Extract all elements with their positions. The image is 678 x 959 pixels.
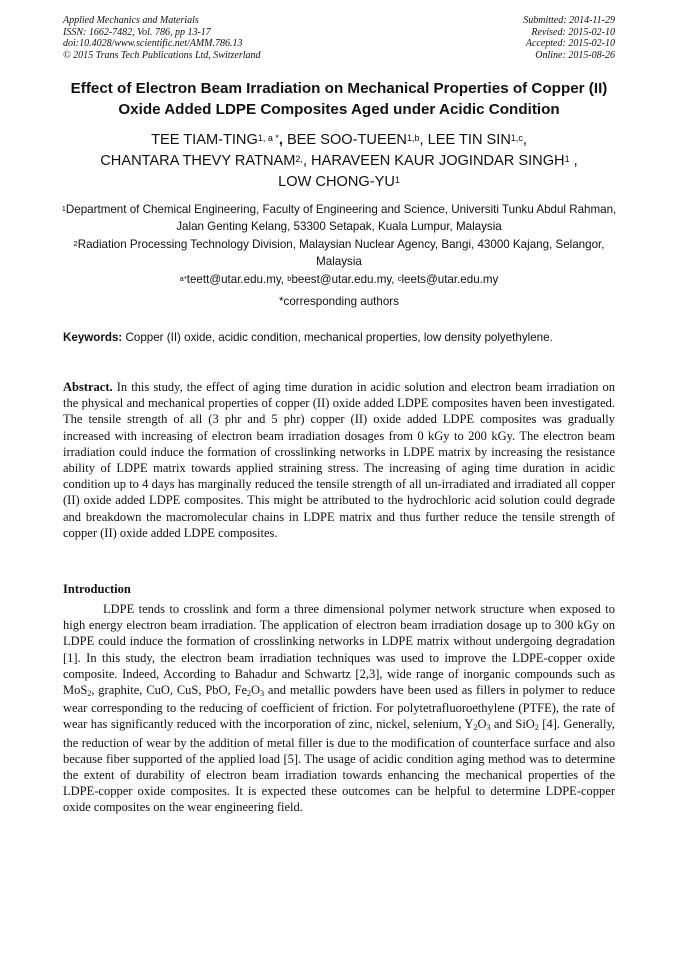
journal-issn: ISSN: 1662-7482, Vol. 786, pp 13-17 xyxy=(63,26,211,38)
author-list xyxy=(40,130,638,193)
author-name: LOW CHONG-YU xyxy=(278,174,395,190)
affiliation-marker: 2 xyxy=(73,239,78,248)
intro-text: and metallic powders have been used as fillers in polymer to reduce wear corresponding to the reducing of coefficient of friction. For polytetrafluoroethylene (PTFE), the rate of wear has significantly reduced with the incorporation of zinc, nickel, selenium, Y xyxy=(63,683,616,732)
author-affil: 1,b xyxy=(406,133,420,143)
author-sep: , xyxy=(278,132,287,148)
keywords xyxy=(63,330,615,346)
email-marker: a* xyxy=(179,274,187,283)
intro-text: , graphite, CuO, CuS, PbO, Fe xyxy=(91,683,248,698)
intro-text: and SiO xyxy=(490,717,535,732)
affiliation-2 xyxy=(55,236,623,270)
author-sep: , xyxy=(522,132,527,148)
journal-name: Applied Mechanics and Materials xyxy=(63,15,199,26)
intro-text: LDPE tends to crosslink and form a three dimensional polymer network structure when exposed to high energy electron beam irradiation. The application of electron beam irradiation dosage up to 300 kGy on LDPE could induce the formation of crosslinking networks in LDPE matrix without undergoing degradation [1]. In this study, the electron beam irradiation techniques was used to improve the LDPE-copper oxide composite. Indeed, According to Bahadur and Schwartz [2,3], wide range of inorganic compounds such as MoS xyxy=(63,602,615,698)
affiliation-text: Department of Chemical Engineering, Faculty of Engineering and Science, Universiti Tunku Abdul Rahman, Jalan Genting Kelang, 53300 Setapak, Kuala Lumpur, Malaysia xyxy=(65,203,617,233)
intro-subscript: 3 xyxy=(260,689,265,699)
author-name: LEE TIN SIN xyxy=(427,132,511,148)
affiliation-marker: 1 xyxy=(61,204,66,213)
email-address[interactable]: teett@utar.edu.my, xyxy=(186,273,288,286)
author-name: TEE TIAM-TING xyxy=(151,132,258,148)
email-marker: b xyxy=(287,274,292,283)
intro-subscript: 3 xyxy=(486,723,491,733)
intro-text: O xyxy=(477,717,487,732)
author-name: HARAVEEN KAUR JOGINDAR SINGH xyxy=(311,153,565,169)
affiliation-text: Radiation Processing Technology Division, Malaysian Nuclear Agency, Bangi, 43000 Kajang, Selangor, Malaysia xyxy=(77,238,605,268)
intro-subscript: 2 xyxy=(247,689,252,699)
introduction-heading: Introduction xyxy=(63,582,131,596)
journal-doi: doi:10.4028/www.scientific.net/AMM.786.13 xyxy=(63,38,243,49)
abstract-text: In this study, the effect of aging time duration in acidic solution and electron beam irradiation on the physical and mechanical properties of copper (II) oxide added LDPE composites haven been investigated. The tensile strength of all (3 phr and 5 phr) copper (II) oxide added LDPE composites was gradually increased with increasing of electron beam irradiation dosages from 0 kGy to 200 kGy. The electron beam irradiation could induce the formation of crosslinking networks in LDPE matrix by increasing the resistance ability of LDPE matrix towards applied straining stress. The increasing of aging time duration in acidic condition up to 4 days has marginally reduced the tensile strength of all un-irradiated and irradiated all copper (II) oxide added LDPE composites. This might be attributed to the hydrochloric acid solution could degrade and breakdown the macromolecular chains in LDPE matrix and thus further reduce the tensile strength of copper (II) oxide added LDPE composites. xyxy=(63,380,615,540)
author-affil: 1 xyxy=(564,154,570,164)
author-sep: , xyxy=(419,132,428,148)
author-name: CHANTARA THEVY RATNAM xyxy=(100,153,296,169)
intro-subscript: 2 xyxy=(534,723,539,733)
intro-subscript: 2 xyxy=(87,689,92,699)
journal-header xyxy=(63,15,261,61)
paper-title: Effect of Electron Beam Irradiation on Mechanical Properties of Copper (II) Oxide Added LDPE Composites Aged under Acidic Condition xyxy=(70,80,608,118)
author-affil: 2, xyxy=(295,154,303,164)
author-affil: 1,c xyxy=(510,133,523,143)
date-online: Online: 2015-08-26 xyxy=(535,49,615,61)
date-accepted: Accepted: 2015-02-10 xyxy=(525,38,615,49)
corresponding-note: *corresponding authors xyxy=(279,295,399,308)
intro-text: O xyxy=(251,683,261,698)
keywords-text: Copper (II) oxide, acidic condition, mechanical properties, low density polyethylene. xyxy=(122,331,553,344)
email-marker: c xyxy=(397,274,402,283)
journal-copyright: © 2015 Trans Tech Publications Ltd, Switzerland xyxy=(63,49,261,61)
keywords-label: Keywords: xyxy=(63,331,123,344)
email-address[interactable]: beest@utar.edu.my, xyxy=(291,273,398,286)
intro-subscript: 2 xyxy=(473,723,478,733)
author-sep: , xyxy=(302,153,312,169)
author-sep: , xyxy=(569,153,578,169)
introduction-paragraph xyxy=(63,601,615,816)
intro-text: [4]. Generally, the reduction of wear by the addition of metal filler is due to the modification of counterface surface and also because fiber supported of the applied load [5]. The usage of acidic condition aging method was to determine the extent of durability of electron beam irradiation towards enhancing the mechanical properties of the LDPE-copper oxide composites. It is expected these outcomes can be helpful to determine LDPE-copper oxide composites on the wear engineering field. xyxy=(63,717,616,815)
date-submitted: Submitted: 2014-11-29 xyxy=(523,15,615,26)
abstract xyxy=(63,379,615,541)
author-name: BEE SOO-TUEEN xyxy=(286,132,407,148)
abstract-label: Abstract. xyxy=(63,380,113,394)
dates-header xyxy=(523,15,615,61)
email-list xyxy=(55,271,623,288)
author-affil: 1 xyxy=(394,175,400,185)
email-address[interactable]: leets@utar.edu.my xyxy=(401,273,499,286)
author-affil: 1, a * xyxy=(257,133,279,143)
affiliation-1 xyxy=(55,201,623,235)
date-revised: Revised: 2015-02-10 xyxy=(531,26,615,38)
